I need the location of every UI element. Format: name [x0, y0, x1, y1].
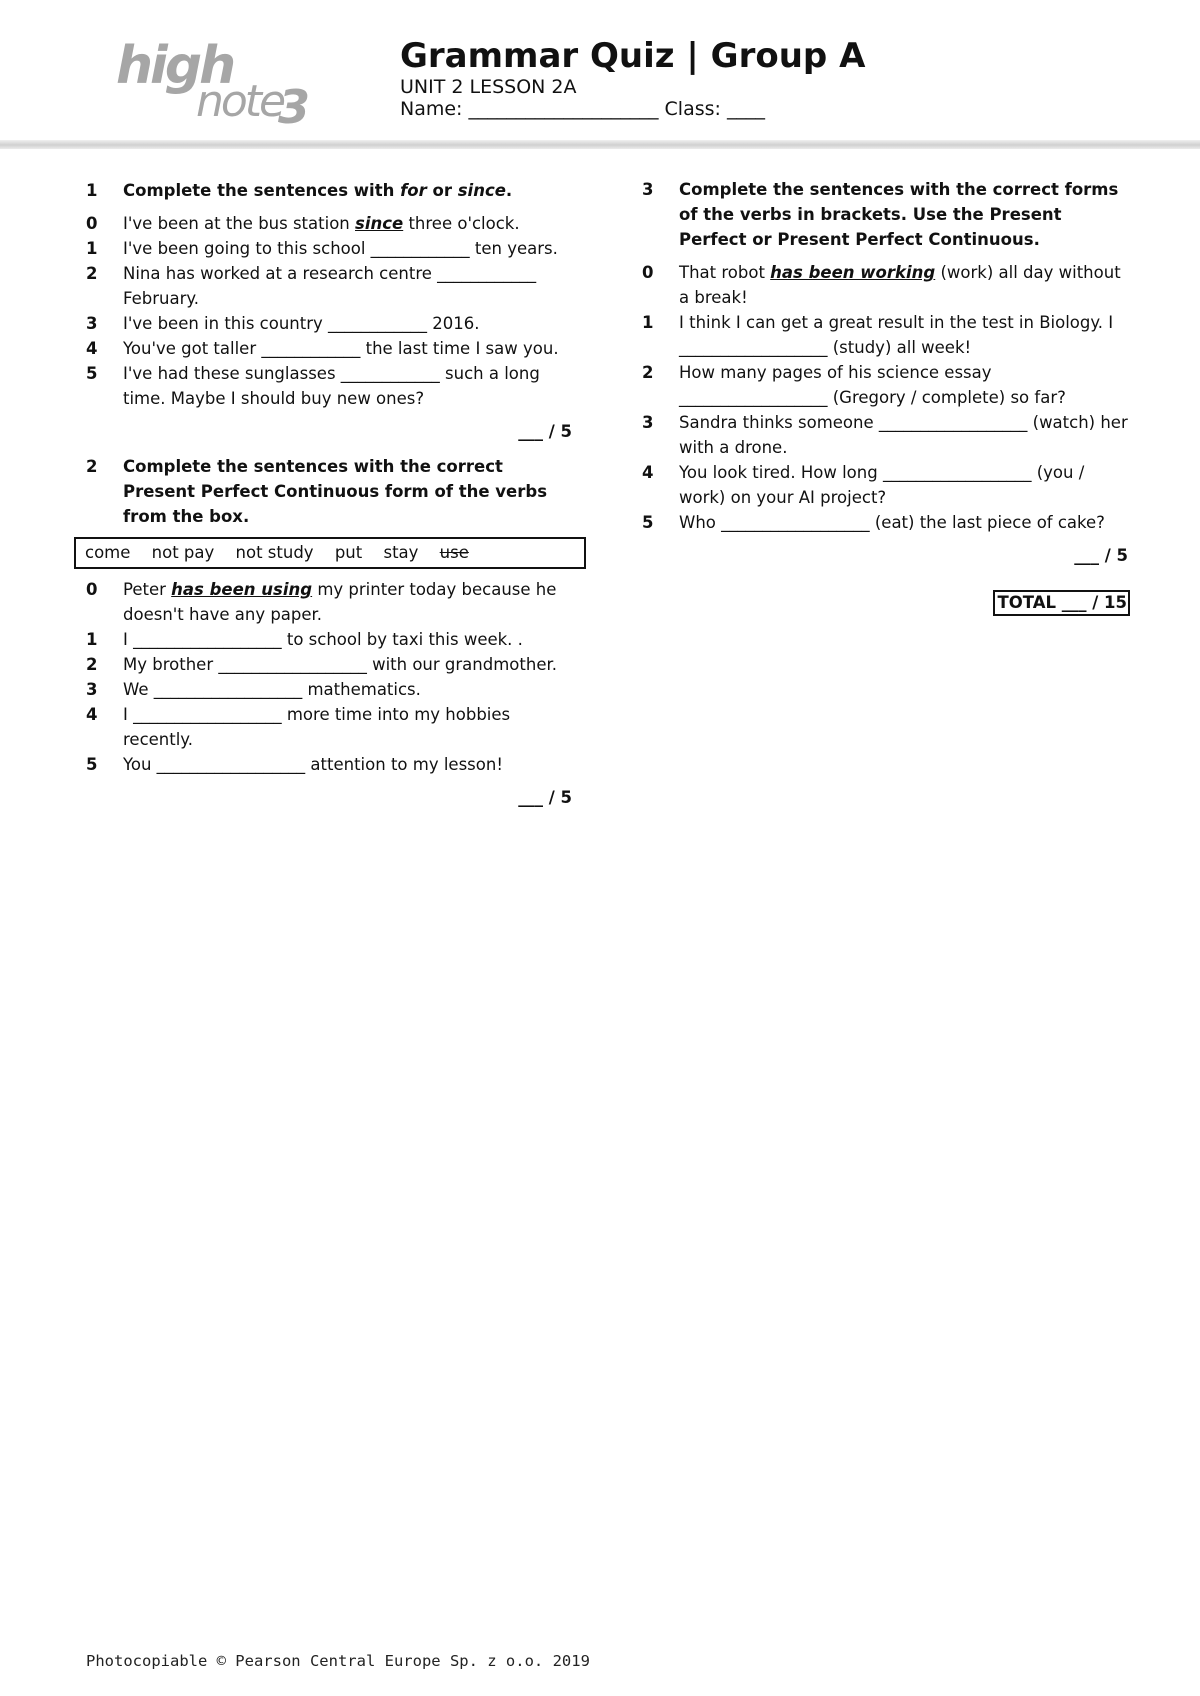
logo-text-high: high	[116, 36, 234, 96]
instruction-text	[123, 178, 512, 203]
list-item	[86, 236, 574, 261]
list-item	[86, 677, 574, 702]
item-number: 3	[642, 413, 654, 432]
item-text: I __________________ more time into my hobbies recently.	[123, 705, 511, 749]
task-3-score: ___ / 5	[1074, 546, 1128, 565]
example-before: That robot	[679, 263, 771, 282]
example-text	[123, 211, 574, 236]
list-item	[86, 336, 574, 361]
list-item	[86, 627, 574, 652]
list-item	[86, 702, 574, 752]
example-after: (work) all day without a break!	[679, 263, 1121, 307]
item-number: 4	[642, 463, 654, 482]
word-box-item: come	[85, 543, 131, 562]
word-box	[74, 537, 586, 569]
word-box-used-item: use	[439, 543, 469, 562]
footer-copyright: Photocopiable © Pearson Central Europe Sp. z o.o. 2019	[86, 1652, 590, 1670]
example-text	[679, 260, 1130, 310]
header-divider	[0, 140, 1200, 149]
item-number: 3	[86, 314, 98, 333]
word-box-item: not study	[235, 543, 314, 562]
list-item	[642, 310, 1130, 360]
list-item	[86, 311, 574, 336]
item-number: 3	[86, 680, 98, 699]
word-box-item: stay	[383, 543, 419, 562]
item-text: I've been in this country ____________ 2016.	[123, 314, 480, 333]
right-column	[642, 177, 1130, 616]
item-text: You look tired. How long __________________ (you / work) on your AI project?	[679, 463, 1085, 507]
item-text: I think I can get a great result in the test in Biology. I __________________ (study) all week!	[679, 313, 1114, 357]
instruction-text: Complete the sentences with the correct forms of the verbs in brackets. Use the Present Perfect or Present Perfect Continuous.	[679, 180, 1119, 249]
item-text: You __________________ attention to my lesson!	[123, 755, 503, 774]
item-number: 1	[86, 239, 98, 258]
logo-text-note: note	[196, 76, 284, 127]
task-number: 3	[642, 180, 654, 199]
item-number: 2	[642, 363, 654, 382]
item-number: 0	[86, 580, 98, 599]
list-item	[86, 652, 574, 677]
task-1-instruction	[86, 178, 574, 203]
task-number: 2	[86, 457, 98, 476]
left-column	[86, 178, 574, 820]
instr-part: Complete the sentences with	[123, 181, 401, 200]
item-number: 4	[86, 339, 98, 358]
item-number: 1	[86, 630, 98, 649]
instr-part: or	[426, 181, 458, 200]
task-number: 1	[86, 181, 98, 200]
list-item	[86, 361, 574, 411]
logo-text-3: 3	[278, 80, 311, 134]
item-text: Nina has worked at a research centre ____________ February.	[123, 264, 537, 308]
item-text: I've been going to this school ____________ ten years.	[123, 239, 558, 258]
task-2-score: ___ / 5	[518, 788, 572, 807]
example-answer: has been using	[171, 580, 313, 599]
item-text: Who __________________ (eat) the last piece of cake?	[679, 513, 1105, 532]
example-before: Peter	[123, 580, 172, 599]
list-item	[86, 261, 574, 311]
item-number: 2	[86, 264, 98, 283]
list-item	[642, 360, 1130, 410]
example-answer: has been working	[770, 263, 936, 282]
example-before: I've been at the bus station	[123, 214, 355, 233]
total-score: TOTAL ___ / 15	[993, 590, 1130, 616]
page-header	[400, 36, 865, 120]
task-2-instruction	[86, 454, 574, 529]
task-3-instruction	[642, 177, 1130, 252]
item-number: 1	[642, 313, 654, 332]
list-item	[642, 460, 1130, 510]
name-class-line: Name: ____________________ Class: ____	[400, 98, 765, 120]
item-number: 0	[642, 263, 654, 282]
item-text: We __________________ mathematics.	[123, 680, 421, 699]
page-title: Grammar Quiz | Group A	[400, 36, 866, 76]
total-wrap	[642, 590, 1130, 616]
unit-lesson: UNIT 2 LESSON 2A	[400, 76, 577, 98]
high-note-logo	[112, 36, 332, 132]
item-number: 2	[86, 655, 98, 674]
item-number: 0	[86, 214, 98, 233]
list-item	[642, 410, 1130, 460]
list-item	[642, 510, 1130, 535]
item-text: You've got taller ____________ the last time I saw you.	[123, 339, 559, 358]
example-after: my printer today because he doesn't have any paper.	[123, 580, 557, 624]
task-1-score: ___ / 5	[518, 422, 572, 441]
task-1-example	[86, 211, 574, 236]
instr-since: since	[457, 181, 506, 200]
instr-for: for	[400, 181, 427, 200]
item-number: 5	[86, 364, 98, 383]
item-text: My brother __________________ with our grandmother.	[123, 655, 557, 674]
item-number: 5	[86, 755, 98, 774]
item-number: 5	[642, 513, 654, 532]
item-number: 4	[86, 705, 98, 724]
word-box-item: not pay	[151, 543, 215, 562]
task-2-example	[86, 577, 574, 627]
example-answer: since	[355, 214, 404, 233]
item-text: How many pages of his science essay __________________ (Gregory / complete) so far?	[679, 363, 1066, 407]
list-item	[86, 752, 574, 777]
item-text: I __________________ to school by taxi this week. .	[123, 630, 523, 649]
task-3-example	[642, 260, 1130, 310]
example-text	[123, 577, 574, 627]
item-text: I've had these sunglasses ____________ such a long time. Maybe I should buy new ones?	[123, 364, 540, 408]
example-after: three o'clock.	[403, 214, 520, 233]
instruction-text: Complete the sentences with the correct Present Perfect Continuous form of the verbs from the box.	[123, 457, 548, 526]
word-box-item: put	[334, 543, 363, 562]
item-text: Sandra thinks someone __________________ (watch) her with a drone.	[679, 413, 1128, 457]
instr-part: .	[505, 181, 513, 200]
